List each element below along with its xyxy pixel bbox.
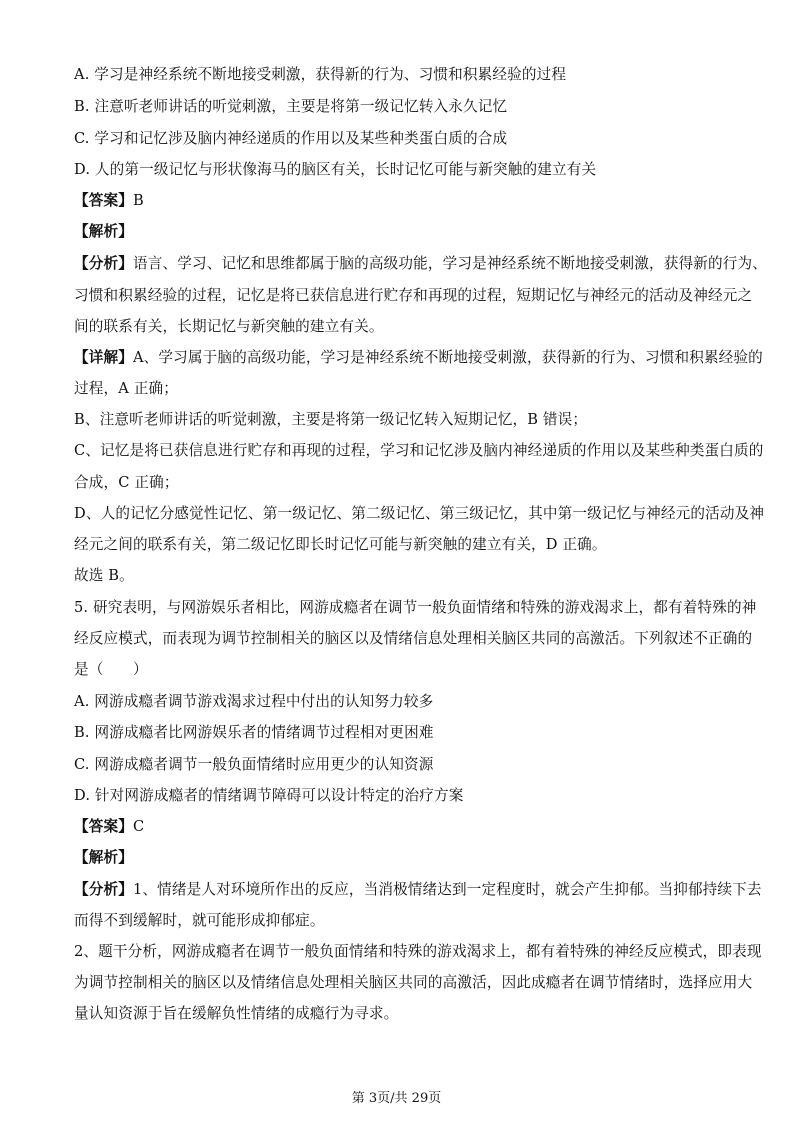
- q5-option-d: D. 针对网游成瘾者的情绪调节障碍可以设计特定的治疗方案: [74, 787, 464, 804]
- analysis-tag: 【解析】: [74, 223, 133, 240]
- answer-value: B: [132, 192, 144, 209]
- answer-tag: 【答案】: [74, 192, 133, 209]
- q5-fenxi-line-4: 为调节控制相关的脑区以及情绪信息处理相关脑区共同的高激活，因此成瘾者在调节情绪时，选择应用大: [74, 974, 753, 991]
- page-number-footer: 第 3页/共 29页: [351, 1091, 442, 1106]
- q4-xiangjie-line-3: B、注意听老师讲话的听觉刺激，主要是将第一级记忆转入短期记忆，B 错误；: [74, 411, 588, 428]
- q4-fenxi-line-3: 间的联系有关，长期记忆与新突触的建立有关。: [74, 318, 384, 335]
- answer-tag: 【答案】: [74, 818, 133, 835]
- q5-fenxi-line-3: 2、题干分析，网游成瘾者在调节一般负面情绪和特殊的游戏渴求上，都有着特殊的神经反应模式，即表现: [74, 943, 762, 960]
- q4-analysis-heading: [74, 222, 734, 242]
- q4-option-a: A. 学习是神经系统不断地接受刺激，获得新的行为、习惯和积累经验的过程: [74, 66, 567, 83]
- q5-option-b: B. 网游成瘾者比网游娱乐者的情绪调节过程相对更困难: [74, 724, 434, 741]
- q5-option-a: A. 网游成瘾者调节游戏渴求过程中付出的认知努力较多: [74, 693, 434, 710]
- q5-option-c: C. 网游成瘾者调节一般负面情绪时应用更少的认知资源: [74, 756, 434, 773]
- q4-fenxi-line-2: 习惯和积累经验的过程，记忆是将已获信息进行贮存和再现的过程，短期记忆与神经元的活动及神经元之: [74, 287, 753, 304]
- xiangjie-tag: 【详解】: [74, 349, 133, 366]
- fenxi-tag: 【分析】: [74, 255, 133, 272]
- q4-conclusion: 故选 B。: [74, 567, 134, 584]
- q4-answer: [74, 191, 734, 211]
- q4-option-c: C. 学习和记忆涉及脑内神经递质的作用以及某些种类蛋白质的合成: [74, 130, 508, 147]
- q4-fenxi-line-1: [74, 254, 767, 274]
- q5-stem-line-1: 5. 研究表明，与网游娱乐者相比，网游成瘾者在调节一般负面情绪和特殊的游戏渴求上，都有着特殊的神: [74, 599, 757, 616]
- answer-value: C: [132, 818, 145, 835]
- q5-stem-line-2: 经反应模式，而表现为调节控制相关的脑区以及情绪信息处理相关脑区共同的高激活。下列叙述不正确的: [74, 630, 753, 647]
- q5-fenxi-line-1: [74, 880, 762, 900]
- fenxi-tag: 【分析】: [74, 881, 133, 898]
- fenxi-text: 1、情绪是人对环境所作出的反应，当消极情绪达到一定程度时，就会产生抑郁。当抑郁持续下去: [132, 881, 762, 898]
- fenxi-text: 语言、学习、记忆和思维都属于脑的高级功能，学习是神经系统不断地接受刺激，获得新的行为、: [132, 255, 767, 272]
- q4-xiangjie-line-1: [74, 348, 763, 368]
- q5-stem-line-3: 是（ ）: [74, 661, 148, 678]
- analysis-tag: 【解析】: [74, 849, 133, 866]
- q4-xiangjie-line-5: 合成，C 正确；: [74, 474, 179, 491]
- q5-fenxi-line-2: 而得不到缓解时，就可能形成抑郁症。: [74, 912, 325, 929]
- xiangjie-text: A、学习属于脑的高级功能，学习是神经系统不断地接受刺激，获得新的行为、习惯和积累经验的: [132, 349, 763, 366]
- q4-xiangjie-line-6: D、人的记忆分感觉性记忆、第一级记忆、第二级记忆、第三级记忆，其中第一级记忆与神经元的活动及神: [74, 505, 765, 522]
- q4-option-d: D. 人的第一级记忆与形状像海马的脑区有关，长时记忆可能与新突触的建立有关: [74, 161, 597, 178]
- q4-xiangjie-line-2: 过程，A 正确；: [74, 380, 178, 397]
- q5-answer: [74, 817, 734, 837]
- q4-xiangjie-line-4: C、记忆是将已获信息进行贮存和再现的过程，学习和记忆涉及脑内神经递质的作用以及某些种类蛋白质的: [74, 442, 764, 459]
- q4-option-b: B. 注意听老师讲话的听觉刺激，主要是将第一级记忆转入永久记忆: [74, 98, 508, 115]
- q4-xiangjie-line-7: 经元之间的联系有关，第二级记忆即长时记忆可能与新突触的建立有关，D 正确。: [74, 536, 607, 553]
- q5-analysis-heading: [74, 848, 734, 868]
- q5-fenxi-line-5: 量认知资源于旨在缓解负性情绪的成瘾行为寻求。: [74, 1005, 399, 1022]
